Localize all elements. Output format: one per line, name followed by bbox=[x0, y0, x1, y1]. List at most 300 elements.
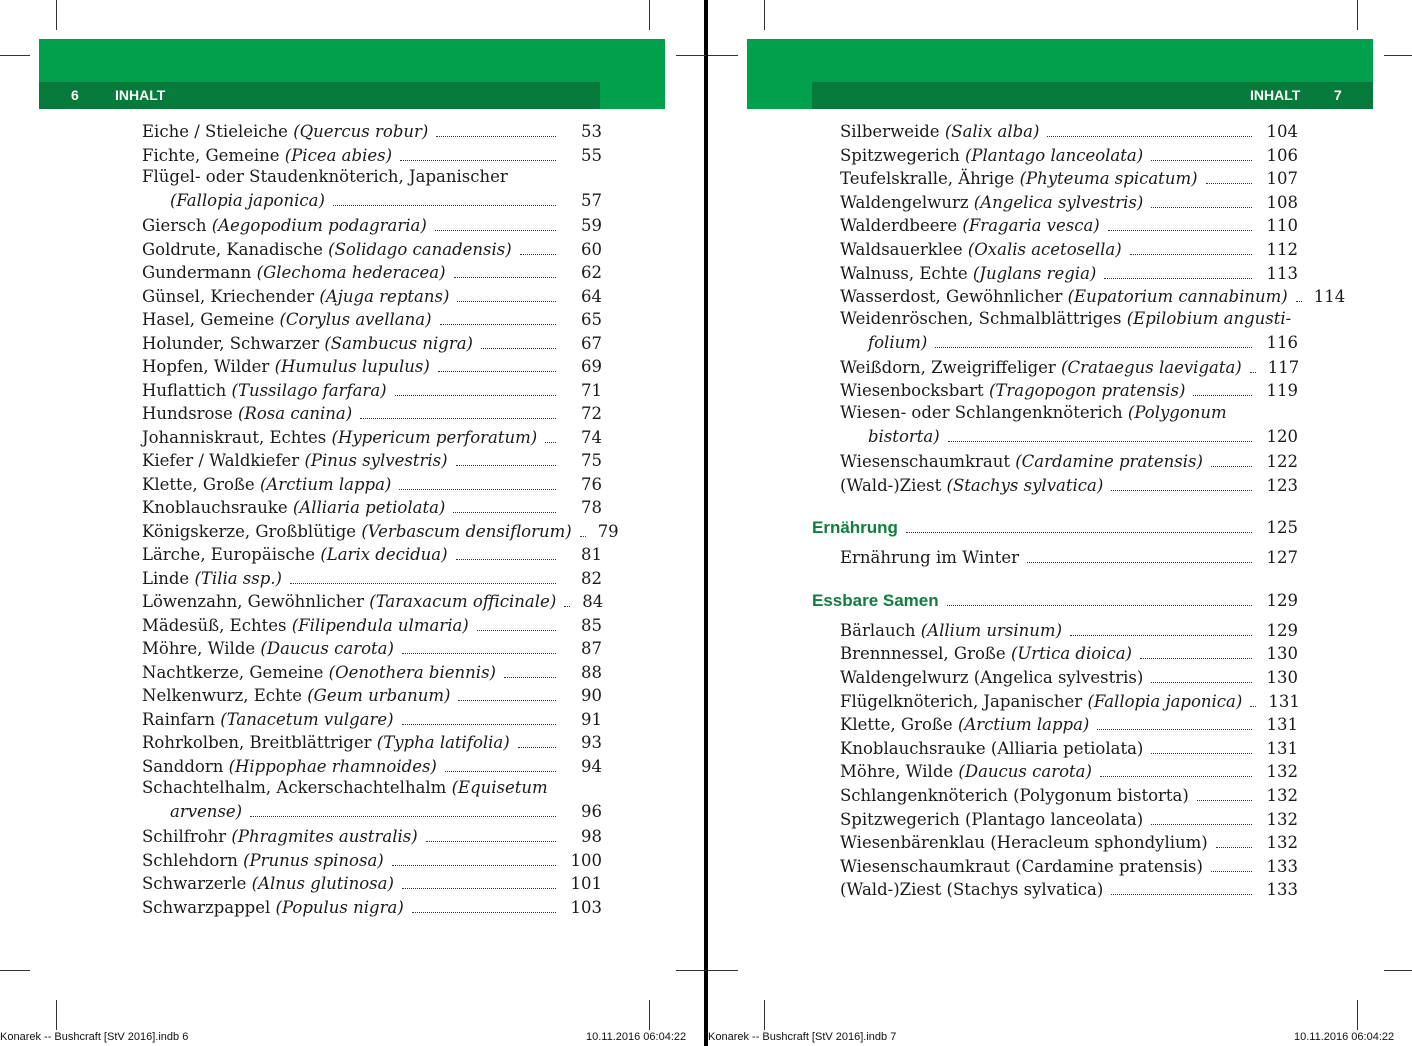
entry-line bbox=[840, 120, 1298, 142]
entry-line bbox=[840, 808, 1298, 830]
entry-line bbox=[840, 379, 1298, 401]
entry-line bbox=[812, 589, 1298, 611]
entry-name: Sanddorn bbox=[142, 756, 224, 776]
entry-name: (Wald-)Ziest bbox=[840, 475, 942, 495]
crop-mark bbox=[1357, 1000, 1358, 1030]
print-slug-file: Konarek -- Bushcraft [StV 2016].indb 7 bbox=[708, 1031, 897, 1043]
entry-page-number: 65 bbox=[581, 310, 602, 329]
entry-line bbox=[142, 189, 602, 211]
entry-name: Rainfarn bbox=[142, 709, 216, 729]
crop-mark bbox=[0, 970, 30, 971]
toc-entry bbox=[840, 379, 1298, 401]
dot-leader bbox=[1111, 490, 1252, 491]
entry-page-number: 62 bbox=[581, 263, 602, 282]
toc-section-heading bbox=[812, 589, 1298, 611]
entry-title bbox=[142, 663, 496, 683]
dot-leader bbox=[504, 677, 556, 678]
entry-title bbox=[840, 715, 1089, 735]
entry-line bbox=[840, 262, 1298, 284]
crop-mark bbox=[1384, 55, 1412, 56]
dot-leader bbox=[947, 605, 1252, 606]
entry-line bbox=[142, 238, 602, 260]
entry-line bbox=[142, 308, 602, 330]
print-slug-date: 10.11.2016 06:04:22 bbox=[1294, 1031, 1395, 1043]
toc-entry bbox=[840, 120, 1298, 142]
entry-name: Waldsauerklee bbox=[840, 240, 963, 259]
entry-line bbox=[142, 825, 602, 847]
toc-entry bbox=[142, 308, 602, 330]
entry-line bbox=[840, 546, 1298, 568]
entry-page-number: 60 bbox=[581, 239, 602, 259]
crop-mark bbox=[56, 1000, 57, 1030]
toc-entry bbox=[142, 285, 602, 307]
entry-page-number: 114 bbox=[1313, 287, 1346, 307]
entry-page-number: 113 bbox=[1266, 263, 1298, 283]
toc-entry bbox=[142, 684, 602, 706]
entry-title bbox=[840, 739, 1143, 759]
entry-page-number: 131 bbox=[1268, 691, 1300, 711]
dot-leader bbox=[520, 254, 556, 255]
entry-latin: (Ajuga reptans) bbox=[319, 286, 450, 306]
dot-leader bbox=[1151, 207, 1252, 208]
entry-page-number: 53 bbox=[581, 122, 602, 141]
toc-entry bbox=[142, 332, 602, 354]
entry-page-number: 98 bbox=[581, 827, 602, 846]
entry-page-number: 132 bbox=[1266, 833, 1298, 853]
right-page bbox=[708, 0, 1412, 1046]
entry-line bbox=[142, 590, 602, 612]
entry-title bbox=[142, 569, 282, 589]
entry-line bbox=[840, 450, 1298, 472]
toc-entry bbox=[840, 214, 1298, 236]
toc-entry bbox=[142, 214, 602, 236]
dot-leader bbox=[454, 277, 556, 278]
entry-page-number: 76 bbox=[581, 474, 602, 494]
entry-title bbox=[142, 451, 448, 471]
entry-page-number: 127 bbox=[1266, 548, 1298, 568]
entry-latin: (Picea abies) bbox=[284, 145, 393, 165]
entry-line bbox=[840, 214, 1298, 236]
dot-leader bbox=[1100, 776, 1252, 777]
toc-entry bbox=[142, 567, 602, 589]
entry-line bbox=[840, 619, 1298, 641]
entry-latin: (Cardamine pratensis) bbox=[1015, 452, 1203, 471]
toc-entry bbox=[142, 661, 602, 683]
entry-page-number: 91 bbox=[581, 709, 602, 729]
dot-leader bbox=[445, 771, 556, 772]
entry-name: Johanniskraut, Echtes bbox=[142, 427, 327, 447]
print-slug-file: Konarek -- Bushcraft [StV 2016].indb 6 bbox=[0, 1031, 189, 1043]
entry-page-number: 120 bbox=[1266, 427, 1298, 446]
dot-leader bbox=[580, 536, 586, 537]
toc-entry bbox=[142, 402, 602, 424]
entry-name: Wiesenbärenklau bbox=[840, 833, 985, 853]
entry-page-number: 119 bbox=[1266, 381, 1298, 401]
entry-page-number: 85 bbox=[581, 615, 602, 635]
crop-mark bbox=[708, 55, 738, 56]
dot-leader bbox=[1216, 847, 1252, 848]
entry-latin: (Eupatorium cannabinum) bbox=[1067, 287, 1288, 307]
entry-title bbox=[142, 310, 432, 330]
entry-line bbox=[142, 661, 602, 683]
entry-latin: (Glechoma hederacea) bbox=[256, 263, 446, 282]
entry-line bbox=[840, 191, 1298, 213]
entry-title bbox=[170, 802, 242, 822]
entry-line bbox=[142, 332, 602, 354]
entry-name: Giersch bbox=[142, 216, 207, 235]
entry-line bbox=[840, 144, 1298, 166]
entry-page-number: 130 bbox=[1266, 644, 1298, 664]
dot-leader bbox=[402, 653, 556, 654]
entry-latin: (Verbascum densiflorum) bbox=[361, 521, 572, 541]
entry-name: Waldengelwurz bbox=[840, 668, 969, 687]
dot-leader bbox=[1047, 136, 1252, 137]
entry-latin: (Salix alba) bbox=[944, 122, 1040, 141]
toc-entry bbox=[840, 760, 1298, 782]
toc-entry bbox=[142, 520, 619, 542]
entry-latin: (Stachys sylvatica) bbox=[946, 880, 1104, 900]
entry-page-number: 123 bbox=[1266, 475, 1298, 495]
entry-latin: (Humulus lupulus) bbox=[274, 357, 430, 376]
entry-name: Walnuss, Echte bbox=[840, 263, 968, 283]
entry-latin: (Tanacetum vulgare) bbox=[220, 709, 394, 729]
entry-page-number: 106 bbox=[1266, 145, 1298, 165]
dot-leader bbox=[1027, 562, 1252, 563]
entry-title bbox=[840, 833, 1208, 853]
entry-latin: bistorta) bbox=[868, 427, 940, 446]
dot-leader bbox=[438, 371, 556, 372]
entry-title bbox=[142, 522, 572, 542]
dot-leader bbox=[1211, 466, 1252, 467]
entry-title bbox=[142, 334, 473, 354]
entry-title bbox=[840, 476, 1103, 496]
entry-title bbox=[840, 403, 1227, 422]
entry-latin: (Typha latifolia) bbox=[376, 733, 510, 752]
entry-name: Huflattich bbox=[142, 380, 227, 400]
crop-mark bbox=[676, 55, 706, 56]
toc-entry bbox=[840, 713, 1298, 735]
entry-page-number: 84 bbox=[582, 592, 604, 611]
entry-title bbox=[142, 287, 449, 307]
entry-latin: (Angelica sylvestris) bbox=[973, 192, 1144, 212]
toc-entry bbox=[840, 619, 1298, 641]
entry-line bbox=[142, 214, 602, 236]
toc-entry bbox=[142, 778, 602, 821]
toc-entry bbox=[142, 120, 602, 142]
entry-latin: (Tragopogon pratensis) bbox=[988, 381, 1186, 401]
entry-title bbox=[840, 309, 1291, 328]
entry-name: Hopfen, Wilder bbox=[142, 357, 270, 376]
entry-name: Ernährung im Winter bbox=[840, 548, 1019, 568]
entry-latin: (Polygonum bbox=[1127, 403, 1227, 422]
toc-entry bbox=[840, 144, 1298, 166]
dot-leader bbox=[1250, 372, 1256, 373]
entry-line bbox=[840, 713, 1298, 735]
entry-title bbox=[142, 263, 446, 283]
dot-leader bbox=[1151, 682, 1252, 683]
dot-leader bbox=[1104, 278, 1252, 279]
header-label: INHALT bbox=[1250, 87, 1301, 103]
entry-latin: (Allium ursinum) bbox=[920, 620, 1063, 640]
entry-title bbox=[840, 644, 1132, 664]
entry-line bbox=[840, 403, 1227, 425]
dot-leader bbox=[1151, 160, 1252, 161]
toc-entry bbox=[840, 403, 1298, 446]
entry-line bbox=[840, 285, 1346, 307]
entry-line bbox=[142, 120, 602, 142]
toc-entry bbox=[840, 831, 1298, 853]
entry-latin: (Aegopodium podagraria) bbox=[211, 216, 427, 235]
entry-page-number: 122 bbox=[1266, 452, 1298, 471]
entry-name: Lärche, Europäische bbox=[142, 545, 316, 564]
toc-entry bbox=[142, 355, 602, 377]
entry-latin: (Arctium lappa) bbox=[259, 474, 392, 494]
entry-name: (Wald-)Ziest bbox=[840, 880, 942, 900]
dot-leader bbox=[399, 489, 556, 490]
toc-entry bbox=[840, 878, 1298, 900]
entry-name: Weidenröschen, Schmalblättriges bbox=[840, 308, 1122, 328]
dot-leader bbox=[440, 324, 556, 325]
dot-leader bbox=[392, 865, 556, 866]
dot-leader bbox=[518, 747, 556, 748]
toc-entry bbox=[840, 690, 1298, 712]
entry-page-number: 129 bbox=[1266, 620, 1298, 640]
entry-title bbox=[142, 827, 418, 847]
entry-name: Mädesüß, Echtes bbox=[142, 615, 287, 635]
print-slug-date: 10.11.2016 06:04:22 bbox=[586, 1031, 687, 1043]
entry-line bbox=[142, 684, 602, 706]
dot-leader bbox=[906, 532, 1252, 533]
entry-latin: (Fallopia japonica) bbox=[170, 191, 325, 210]
dot-leader bbox=[250, 816, 556, 817]
toc-entry bbox=[840, 238, 1298, 260]
entry-latin: (Arctium lappa) bbox=[957, 715, 1090, 735]
entry-title bbox=[142, 616, 469, 636]
entry-line bbox=[142, 473, 602, 495]
entry-name: Flügel- oder Staudenknöterich, Japanischer bbox=[142, 167, 508, 186]
entry-latin: (Alliaria petiolata) bbox=[292, 498, 446, 517]
entry-line bbox=[142, 755, 602, 777]
toc-entry bbox=[840, 285, 1346, 307]
dot-leader bbox=[456, 465, 556, 466]
entry-latin: (Polygonum bistorta) bbox=[1013, 786, 1189, 805]
entry-page-number: 81 bbox=[581, 545, 602, 564]
dot-leader bbox=[1211, 871, 1252, 872]
toc-entry bbox=[142, 426, 602, 448]
dot-leader bbox=[436, 136, 556, 137]
entry-line bbox=[812, 516, 1298, 538]
entry-latin: (Taraxacum officinale) bbox=[369, 592, 557, 611]
entry-name: Nelkenwurz, Echte bbox=[142, 686, 302, 705]
entry-latin: (Plantago lanceolata) bbox=[964, 145, 1144, 165]
entry-name: Königskerze, Großblütige bbox=[142, 521, 357, 541]
crop-mark bbox=[1357, 0, 1358, 30]
entry-title bbox=[840, 786, 1189, 806]
dot-leader bbox=[395, 395, 556, 396]
entry-name: Walderdbeere bbox=[840, 216, 958, 236]
entry-latin: (Crataegus laevigata) bbox=[1061, 357, 1242, 377]
entry-name: Silberweide bbox=[840, 122, 940, 141]
entry-title bbox=[142, 592, 556, 612]
entry-name: Gundermann bbox=[142, 263, 252, 282]
entry-name: Linde bbox=[142, 568, 190, 588]
entry-title bbox=[142, 216, 427, 236]
entry-page-number: 67 bbox=[581, 333, 602, 353]
header-label: INHALT bbox=[115, 87, 166, 103]
entry-name: Wiesen- oder Schlangenknöterich bbox=[840, 403, 1123, 422]
dot-leader bbox=[1070, 635, 1252, 636]
entry-name: Schachtelhalm, Ackerschachtelhalm bbox=[142, 778, 447, 797]
entry-line bbox=[142, 379, 602, 401]
entry-line bbox=[142, 637, 602, 659]
entry-name: Fichte, Gemeine bbox=[142, 145, 280, 165]
entry-latin: (Urtica dioica) bbox=[1010, 644, 1132, 664]
entry-page-number: 64 bbox=[581, 286, 602, 306]
entry-title bbox=[142, 428, 537, 448]
entry-name: Knoblauchsrauke bbox=[142, 498, 288, 517]
toc-entry bbox=[840, 546, 1298, 568]
entry-title bbox=[840, 146, 1143, 166]
entry-page-number: 103 bbox=[570, 897, 602, 917]
entry-title bbox=[868, 333, 927, 353]
entry-latin: (Hypericum perforatum) bbox=[331, 427, 538, 447]
dot-leader bbox=[481, 348, 556, 349]
entry-latin: (Sambucus nigra) bbox=[324, 333, 473, 353]
crop-mark bbox=[56, 0, 57, 30]
entry-name: Knoblauchsrauke bbox=[840, 738, 986, 758]
entry-page-number: 69 bbox=[581, 357, 602, 376]
entry-line bbox=[142, 520, 619, 542]
entry-title bbox=[840, 358, 1242, 378]
toc-entry bbox=[142, 637, 602, 659]
entry-line bbox=[142, 872, 602, 894]
toc-entry bbox=[142, 496, 602, 518]
toc-entry bbox=[142, 543, 602, 565]
entry-page-number: 130 bbox=[1266, 668, 1298, 687]
dot-leader bbox=[400, 160, 556, 161]
dot-leader bbox=[1296, 301, 1302, 302]
entry-name: Flügelknöterich, Japanischer bbox=[840, 691, 1083, 711]
entry-name: Schwarzerle bbox=[142, 874, 247, 893]
entry-line bbox=[840, 666, 1298, 688]
entry-name: Holunder, Schwarzer bbox=[142, 333, 320, 353]
entry-latin: (Rosa canina) bbox=[237, 404, 353, 423]
entry-title bbox=[840, 287, 1288, 307]
toc-entry bbox=[142, 449, 602, 471]
entry-title bbox=[142, 122, 428, 142]
entry-line bbox=[840, 356, 1298, 378]
toc-entry bbox=[142, 144, 602, 166]
entry-title bbox=[142, 146, 392, 166]
entry-title bbox=[142, 778, 548, 797]
entry-latin: (Alliaria petiolata) bbox=[990, 738, 1144, 758]
entry-page-number: 82 bbox=[581, 568, 602, 588]
entry-latin: (Stachys sylvatica) bbox=[946, 475, 1104, 495]
entry-page-number: 100 bbox=[570, 850, 602, 870]
crop-mark bbox=[1384, 970, 1412, 971]
entry-latin: (Fallopia japonica) bbox=[1087, 691, 1243, 711]
toc-entry bbox=[142, 167, 602, 210]
entry-name: Günsel, Kriechender bbox=[142, 286, 315, 306]
entry-title bbox=[142, 757, 437, 777]
crop-mark bbox=[649, 1000, 650, 1030]
entry-name: Wiesenbocksbart bbox=[840, 381, 984, 401]
dot-leader bbox=[290, 583, 556, 584]
entry-line bbox=[142, 449, 602, 471]
entry-name: Möhre, Wilde bbox=[142, 639, 256, 658]
dot-leader bbox=[1151, 753, 1252, 754]
entry-latin: folium) bbox=[868, 332, 928, 352]
entry-latin: (Oxalis acetosella) bbox=[967, 240, 1122, 259]
dot-leader bbox=[457, 301, 556, 302]
entry-line bbox=[142, 849, 602, 871]
entry-page-number: 55 bbox=[581, 145, 602, 165]
entry-title bbox=[142, 733, 510, 753]
toc-entry bbox=[840, 855, 1298, 877]
entry-line bbox=[142, 261, 602, 283]
dot-leader bbox=[1193, 395, 1252, 396]
entry-title bbox=[840, 810, 1143, 830]
crop-mark bbox=[649, 0, 650, 30]
dot-leader bbox=[402, 888, 556, 889]
entry-page-number: 132 bbox=[1266, 809, 1298, 829]
entry-line bbox=[840, 309, 1291, 331]
toc-entry bbox=[142, 614, 602, 636]
entry-title bbox=[840, 452, 1203, 472]
entry-title bbox=[840, 621, 1062, 641]
entry-page-number: 59 bbox=[581, 216, 602, 235]
entry-page-number: 133 bbox=[1266, 880, 1298, 900]
entry-title bbox=[840, 240, 1122, 260]
toc-entry bbox=[142, 825, 602, 847]
dot-leader bbox=[1197, 800, 1252, 801]
entry-page-number: 94 bbox=[581, 756, 602, 776]
toc-entry bbox=[142, 755, 602, 777]
entry-name: Hasel, Gemeine bbox=[142, 310, 275, 329]
toc-entry bbox=[142, 379, 602, 401]
entry-latin: (Angelica sylvestris) bbox=[973, 668, 1144, 687]
entry-line bbox=[840, 425, 1298, 447]
entry-title bbox=[868, 427, 940, 447]
entry-title bbox=[142, 851, 384, 871]
dot-leader bbox=[435, 230, 556, 231]
entry-title bbox=[142, 545, 448, 565]
entry-title bbox=[840, 264, 1096, 284]
entry-page-number: 74 bbox=[581, 427, 602, 447]
entry-page-number: 110 bbox=[1266, 216, 1298, 236]
entry-title bbox=[840, 668, 1143, 688]
entry-line bbox=[142, 167, 508, 189]
entry-page-number: 88 bbox=[581, 662, 602, 682]
entry-latin: (Corylus avellana) bbox=[279, 310, 432, 329]
entry-title bbox=[142, 898, 404, 918]
entry-line bbox=[142, 708, 602, 730]
toc-entry bbox=[840, 308, 1298, 352]
entry-line bbox=[840, 331, 1298, 353]
entry-name: Möhre, Wilde bbox=[840, 762, 954, 782]
entry-title bbox=[142, 357, 430, 377]
toc-entry bbox=[142, 896, 602, 918]
dot-leader bbox=[948, 441, 1252, 442]
crop-mark bbox=[764, 0, 765, 30]
entry-page-number: 87 bbox=[581, 639, 602, 658]
entry-name: Goldrute, Kanadische bbox=[142, 239, 323, 259]
entry-line bbox=[142, 355, 602, 377]
entry-title bbox=[142, 874, 394, 894]
entry-title bbox=[840, 216, 1100, 236]
crop-mark bbox=[0, 55, 30, 56]
entry-latin: (Equisetum bbox=[451, 778, 548, 797]
